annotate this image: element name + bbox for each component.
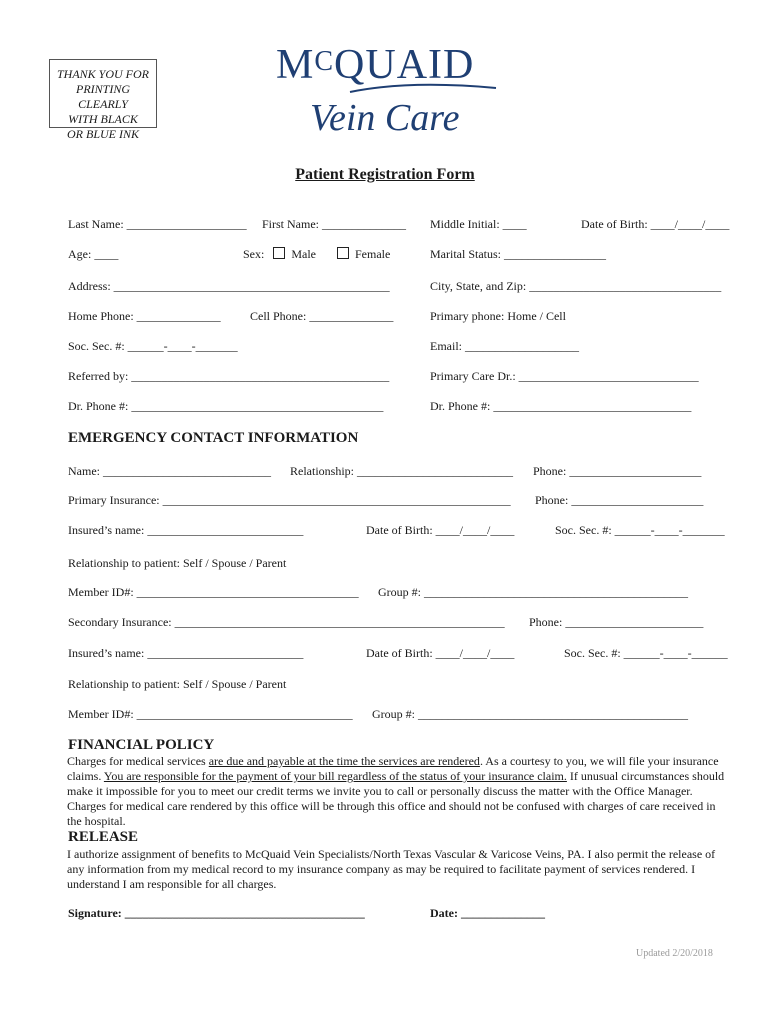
marital-status-field[interactable]: Marital Status: _________________ (430, 247, 606, 261)
dob-field[interactable]: Date of Birth: ____/____/____ (581, 217, 730, 231)
member-id-field-2[interactable]: Member ID#: ____________________________________ (68, 707, 353, 721)
release-text: I authorize assignment of benefits to McQuaid Vein Specialists/North Texas Vascular & Varicose Veins, PA. I also permit the release of any information from my medical record to my insurance company as may be required to facilitate payment of services rendered. I understand I am responsible for all charges. (67, 847, 716, 891)
relationship-to-patient[interactable]: Relationship to patient: Self / Spouse / Parent (68, 556, 287, 570)
logo-swoosh-icon (348, 82, 498, 96)
male-checkbox[interactable] (273, 247, 285, 259)
insured-ssn-field-2[interactable]: Soc. Sec. #: ______-____-______ (564, 646, 728, 660)
ssn-field[interactable]: Soc. Sec. #: ______-____-_______ (68, 339, 238, 353)
last-name-field[interactable]: Last Name: ____________________ (68, 217, 247, 231)
insured-dob-field[interactable]: Date of Birth: ____/____/____ (366, 523, 515, 537)
primary-insurance-phone-field[interactable]: Phone: ______________________ (535, 493, 704, 507)
updated-note: Updated 2/20/2018 (636, 948, 713, 959)
insured-name-field-2[interactable]: Insured’s name: __________________________ (68, 646, 304, 660)
signature-field[interactable]: Signature: ________________________________________ (68, 906, 365, 920)
emergency-phone-field[interactable]: Phone: ______________________ (533, 464, 702, 478)
emergency-name-field[interactable]: Name: ____________________________ (68, 464, 271, 478)
referred-by-field[interactable]: Referred by: ___________________________________________ (68, 369, 390, 383)
insured-name-field[interactable]: Insured’s name: __________________________ (68, 523, 304, 537)
city-state-zip-field[interactable]: City, State, and Zip: ________________________________ (430, 279, 722, 293)
primary-care-field[interactable]: Primary Care Dr.: ______________________________ (430, 369, 699, 383)
first-name-field[interactable]: First Name: ______________ (262, 217, 406, 231)
dr-phone-field[interactable]: Dr. Phone #: __________________________________________ (68, 399, 384, 413)
age-field[interactable]: Age: ____ (68, 247, 119, 261)
primary-insurance-field[interactable]: Primary Insurance: __________________________________________________________ (68, 493, 511, 507)
insured-dob-field-2[interactable]: Date of Birth: ____/____/____ (366, 646, 515, 660)
emergency-heading: EMERGENCY CONTACT INFORMATION (68, 430, 359, 446)
emergency-relationship-field[interactable]: Relationship: __________________________ (290, 464, 513, 478)
female-checkbox[interactable] (337, 247, 349, 259)
male-label: Male (291, 247, 316, 261)
notice-line: PRINTING CLEARLY (76, 82, 130, 111)
primary-phone-field[interactable]: Primary phone: Home / Cell (430, 309, 566, 323)
logo-wordmark: $M^CQUAID$ (276, 42, 475, 88)
sex-group (243, 247, 390, 262)
email-field[interactable]: Email: ___________________ (430, 339, 579, 353)
logo-subtitle: Vein Care (310, 97, 460, 139)
address-field[interactable]: Address: ______________________________________________ (68, 279, 390, 293)
secondary-insurance-phone-field[interactable]: Phone: _______________________ (529, 615, 704, 629)
group-number-field-2[interactable]: Group #: _____________________________________________ (372, 707, 688, 721)
relationship-to-patient-2[interactable]: Relationship to patient: Self / Spouse / Parent (68, 677, 287, 691)
financial-policy-heading: FINANCIAL POLICY (68, 737, 215, 753)
middle-initial-field[interactable]: Middle Initial: ____ (430, 217, 527, 231)
notice-line: THANK YOU FOR (56, 67, 149, 81)
female-label: Female (355, 247, 391, 261)
home-phone-field[interactable]: Home Phone: ______________ (68, 309, 221, 323)
notice-line: OR BLUE INK (67, 127, 139, 141)
notice-line: WITH BLACK (68, 112, 138, 126)
sex-label: Sex: (243, 247, 265, 261)
secondary-insurance-field[interactable]: Secondary Insurance: _______________________________________________________ (68, 615, 505, 629)
financial-policy-text: Charges for medical services are due and payable at the time the services are rendered. As a courtesy to you, we will file your insurance claims. You are responsible for the payment of your bill regardless of the status of your insurance claim. If unusual circumstances should make it impossible for you to meet our credit terms we invite you to call or personally discuss the matter with the Office Manager. Charges for medical care rendered by this office will be through this office and should not be confused with charges of care received in the hospital. (67, 754, 725, 828)
cell-phone-field[interactable]: Cell Phone: ______________ (250, 309, 394, 323)
release-heading: RELEASE (68, 829, 139, 845)
ink-notice-box (49, 59, 157, 141)
dr-phone-field-2[interactable]: Dr. Phone #: _________________________________ (430, 399, 692, 413)
member-id-field[interactable]: Member ID#: _____________________________________ (68, 585, 359, 599)
page-title: Patient Registration Form (295, 166, 475, 183)
group-number-field[interactable]: Group #: ____________________________________________ (378, 585, 688, 599)
date-field[interactable]: Date: ______________ (430, 906, 545, 920)
insured-ssn-field[interactable]: Soc. Sec. #: ______-____-_______ (555, 523, 725, 537)
